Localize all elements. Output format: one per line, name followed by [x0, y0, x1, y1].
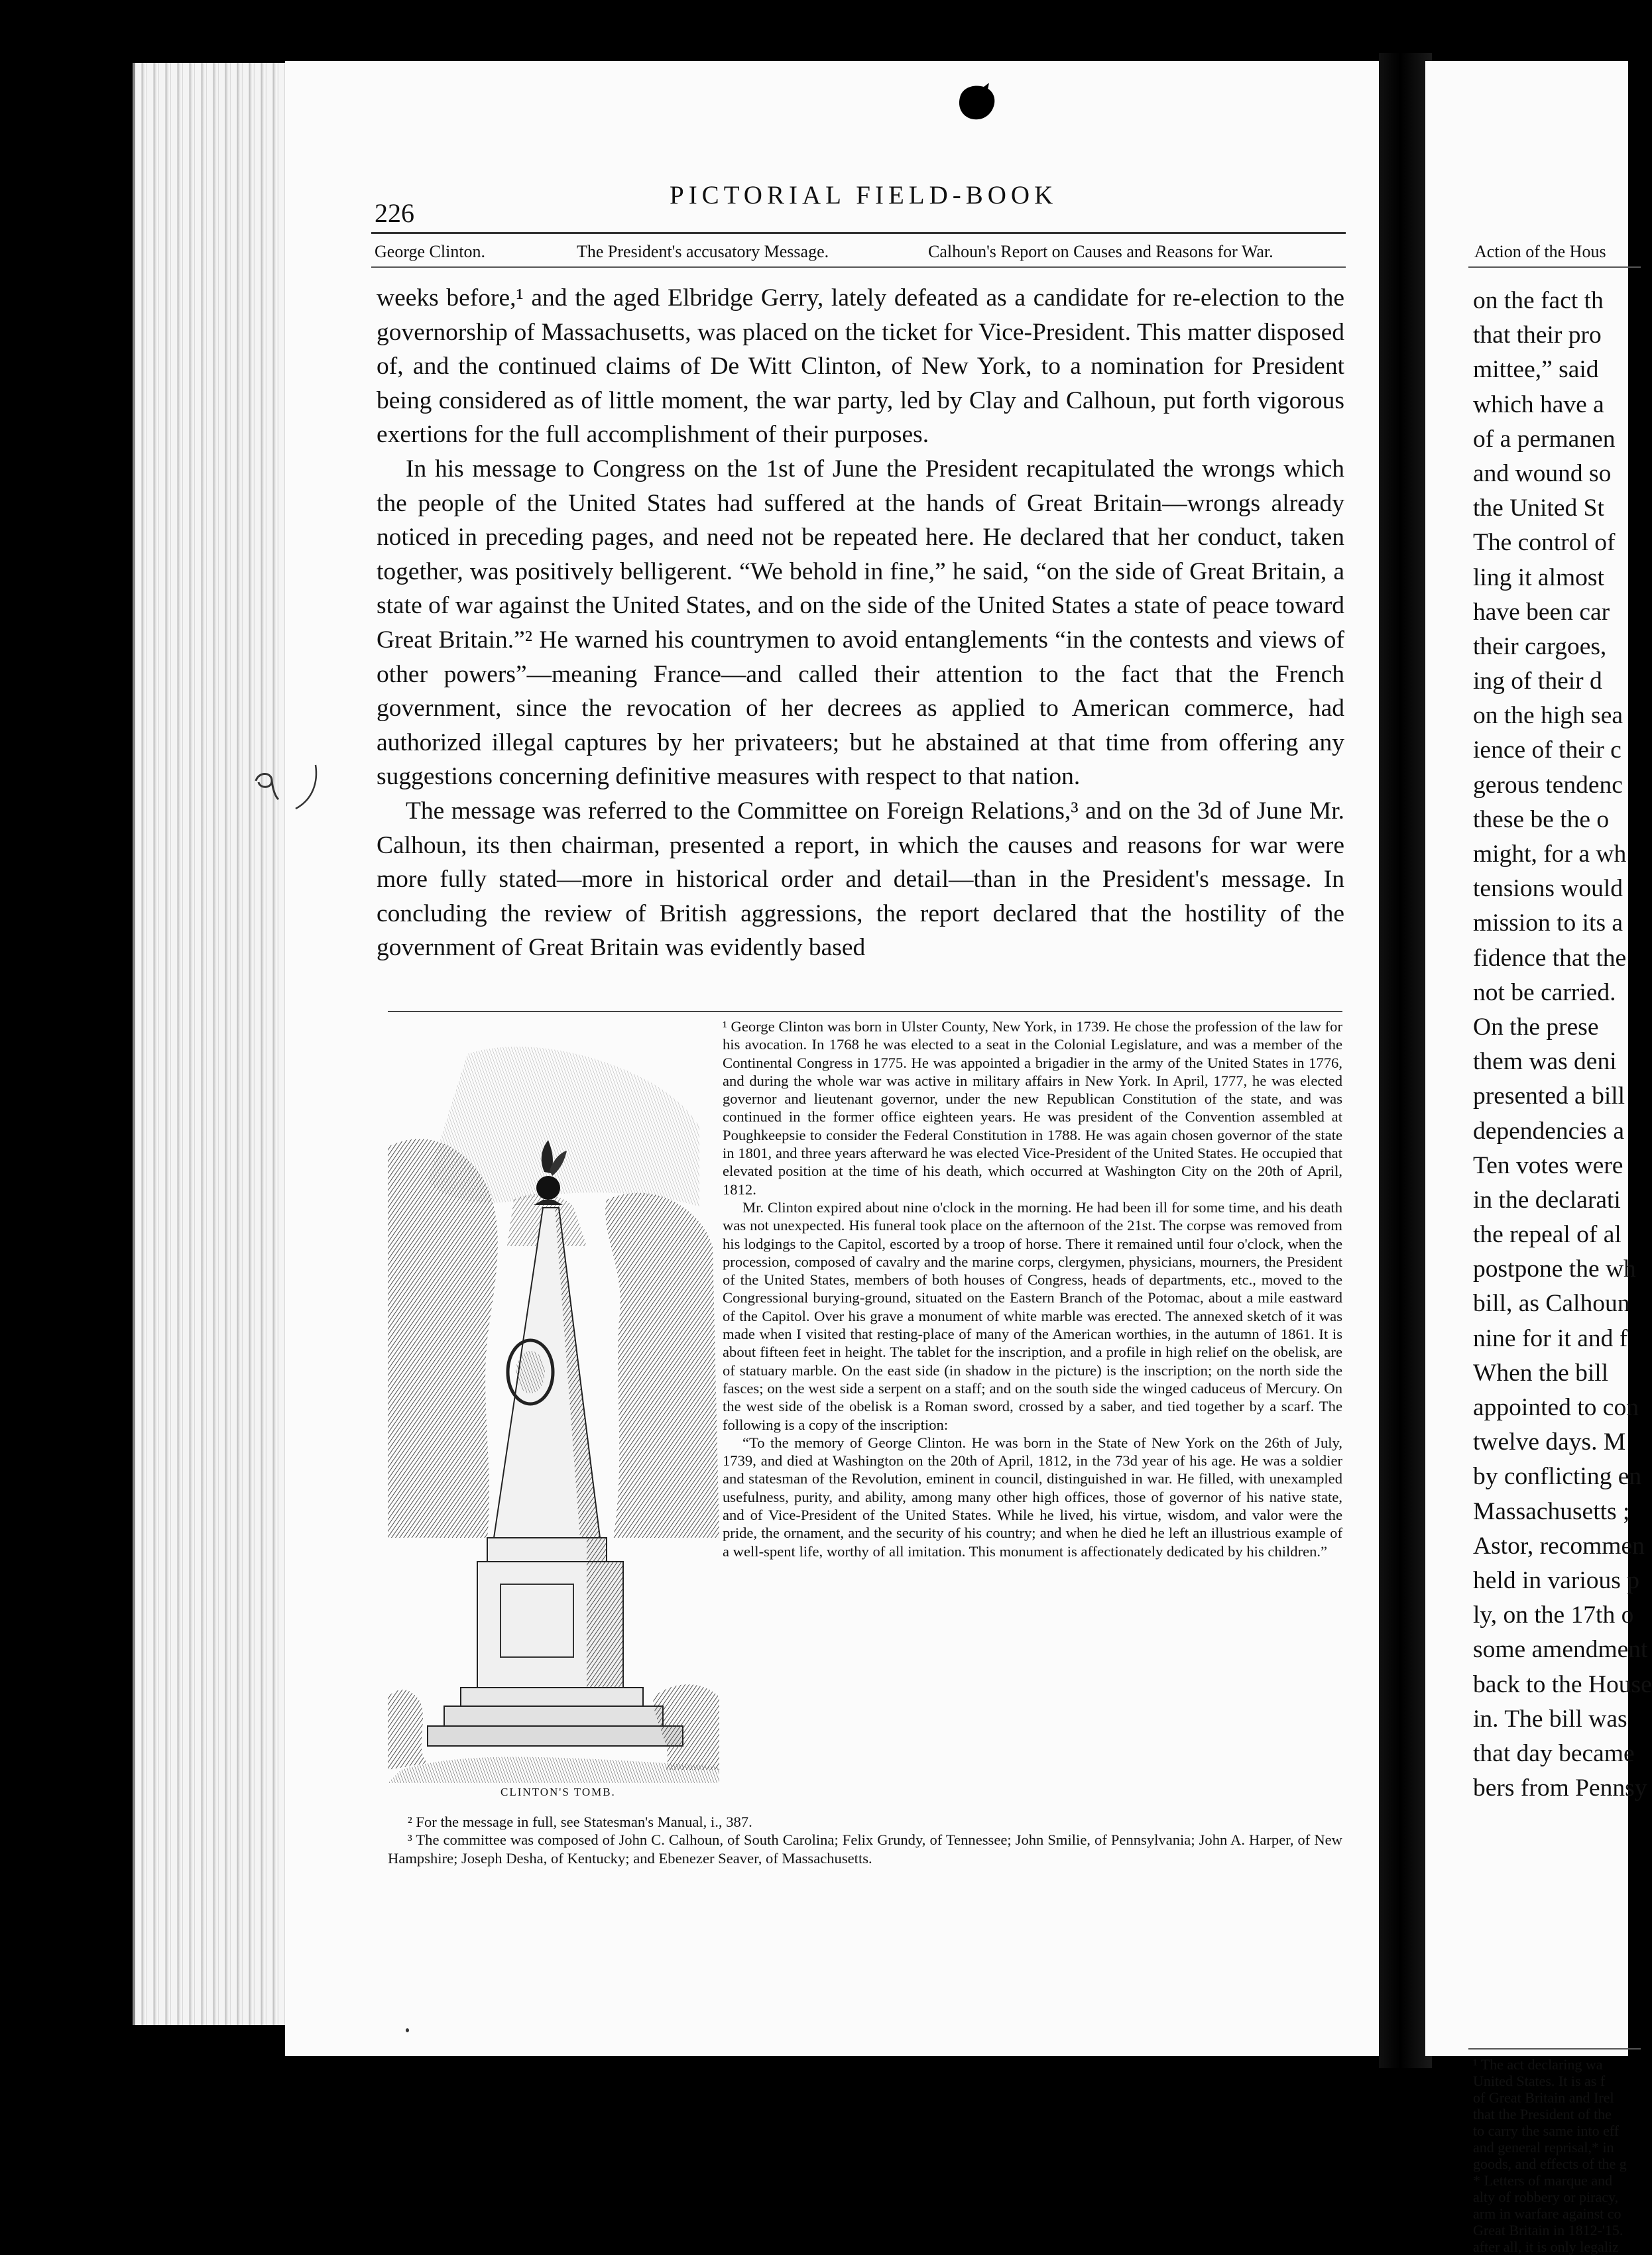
right-footnote-line: Great Britain in 1812-'15.: [1473, 2222, 1623, 2238]
right-body-line: that their pro: [1473, 321, 1602, 349]
right-body-line: mission to its a: [1473, 909, 1623, 937]
right-body-line: the repeal of al: [1473, 1221, 1622, 1249]
right-body-line: on the fact th: [1473, 287, 1604, 314]
right-body-line: When the bill: [1473, 1359, 1609, 1387]
body-paragraph: The message was referred to the Committee on Foreign Relations,³ and on the 3d of June Mr. Calhoun, its then chairman, presented a report, in which the causes and reasons for war were more fully stated—more in historical order and detail—than in the President's message. In concluding the review of British aggressions, the report declared that the hostility of the government of Great Britain was evidently based: [377, 797, 1344, 962]
right-body-line: by conflicting en: [1473, 1463, 1642, 1491]
right-footnote-line: * Letters of marque and: [1473, 2172, 1613, 2189]
right-body-line: their cargoes,: [1473, 632, 1607, 660]
right-body-line: dependencies a: [1473, 1117, 1625, 1145]
right-body-line: On the prese: [1473, 1013, 1599, 1041]
right-body-line: fidence that the: [1473, 944, 1627, 972]
right-footnote-line: to carry the same into eff: [1473, 2122, 1620, 2139]
right-footnotes: [1473, 2056, 1627, 2255]
engraving-caption: CLINTON'S TOMB.: [501, 1786, 616, 1798]
right-footnote-line: arm in warfare against co: [1473, 2205, 1622, 2222]
right-footnote-line: goods, and effects of the g: [1473, 2156, 1627, 2172]
handwritten-margin-mark: [252, 762, 325, 815]
right-body-line: presented a bill: [1473, 1082, 1625, 1110]
right-footnote-line: that the President of the: [1473, 2106, 1612, 2122]
right-footnote-line: after all, it is only legaliz: [1473, 2238, 1619, 2255]
right-body-line: have been car: [1473, 598, 1610, 626]
page-hole-mark: [955, 83, 998, 123]
footnotes-2-3: [388, 1813, 1342, 1867]
right-body-line: postpone the wh: [1473, 1255, 1636, 1283]
right-footnote-line: ¹ The act declaring wa: [1473, 2056, 1603, 2073]
right-body-line: ling it almost: [1473, 563, 1604, 591]
right-body-line: bill, as Calhoun: [1473, 1290, 1630, 1318]
footnote-paragraph: ¹ George Clinton was born in Ulster County, New York, in 1739. He chose the profession of the law for his avocation. In 1768 he was elected to a seat in the Colonial Legislature, and was a member of the Continental Congress in 1775. He was appointed a brigadier in the army of the United States in 1776, and during the whole war was active in military affairs in New York. In April, 1777, he was elected governor and lieutenant governor, under the new Republican Constitution of the state, and was continued in the former office eighteen years. He was president of the Convention assembled at Poughkeepsie to consider the Federal Constitution in 1788. He was again chosen governor of the state in 1801, and three years afterward he was elected Vice-President of the United States. He occupied that elevated position at the time of his death, which occurred at Washington City on the 20th of April, 1812.: [723, 1018, 1342, 1198]
footnote-rule: [388, 1011, 1342, 1012]
right-side-head: Action of the Hous: [1474, 242, 1606, 261]
right-body-line: might, for a wh: [1473, 840, 1627, 868]
right-body-line: of a permanen: [1473, 425, 1616, 453]
right-side-head-rule: [1468, 266, 1641, 268]
right-body-line: held in various p: [1473, 1566, 1640, 1594]
right-body-line: ing of their d: [1473, 667, 1602, 695]
right-body-line: on the high sea: [1473, 702, 1623, 730]
right-footnote-line: and general reprisal,* in: [1473, 2139, 1614, 2156]
side-head-right: Calhoun's Report on Causes and Reasons for War.: [928, 242, 1273, 261]
right-body-line: ly, on the 17th o: [1473, 1601, 1634, 1629]
right-body-line: in the declarati: [1473, 1186, 1621, 1214]
right-body-line: that day became: [1473, 1739, 1635, 1767]
body-paragraph: weeks before,¹ and the aged Elbridge Gerry, lately defeated as a candidate for re-election to the governorship of Massachusetts, was placed on the ticket for Vice-President. This matter disposed of, and the continued claims of De Witt Clinton, of New York, to a nomination for President being considered as of little moment, the war party, led by Clay and Calhoun, put forth vigorous exertions for the full accomplishment of their purposes.: [377, 284, 1344, 449]
side-head-rule: [371, 266, 1346, 268]
right-body-line: in. The bill was: [1473, 1705, 1627, 1733]
right-body-line: and wound so: [1473, 459, 1612, 487]
right-body-text: [1473, 284, 1652, 1806]
footnote-1: [723, 1017, 1342, 1560]
tomb-engraving-image: [388, 1034, 719, 1783]
right-body-line: appointed to con: [1473, 1394, 1639, 1421]
right-body-line: nine for it and f: [1473, 1324, 1628, 1352]
footnote-paragraph: Mr. Clinton expired about nine o'clock in the morning. He had been ill for some time, and his death was not unexpected. His funeral took place on the afternoon of the 21st. The corpse was removed from his lodgings to the Capitol, escorted by a troop of horse. There it remained until four o'clock, when the procession, composed of cavalry and the marine corps, clergymen, physicians, mourners, the President of the United States, members of both houses of Congress, heads of departments, etc., moved to the Congressional burying-ground, situated on the Eastern Branch of the Potomac, about a mile eastward of the Capitol. Over his grave a monument of white marble was erected. The annexed sketch of it was made when I visited that resting-place of many of the American worthies, in the autumn of 1861. It is about fifteen feet in height. The tablet for the inscription, and a profile in high relief on the obelisk, are of statuary marble. On the east side (in shadow in the picture) is the inscription; on the north side the fasces; on the west side a serpent on a staff; and on the south side the winged caduceus of Mercury. On the west side of the obelisk is a Roman sword, crossed by a saber, and tied together by a scarf. The following is a copy of the inscription:: [723, 1198, 1342, 1433]
side-head-left: George Clinton.: [375, 242, 486, 261]
body-paragraph: In his message to Congress on the 1st of June the President recapitulated the wrongs which the people of the United States had suffered at the hands of Great Britain—wrongs already noticed in preceding pages, and need not be repeated here. He declared that her conduct, taken together, was positively belligerent. “We behold in fine,” he said, “on the side of Great Britain, a state of war against the United States, and on the side of the United States a state of peace toward Great Britain.”² He warned his countrymen to avoid entanglements “in the contests and views of other powers”—meaning France—and called their attention to the fact that the French government, since the revocation of her decrees as applied to American commerce, had authorized illegal captures by her privateers; but he abstained at that time from offering any suggestions concerning definitive measures with respect to that nation.: [377, 455, 1344, 791]
page-number: 226: [375, 198, 414, 228]
right-body-line: tensions would: [1473, 875, 1623, 903]
right-body-line: the United St: [1473, 494, 1604, 522]
right-body-line: ience of their c: [1473, 736, 1622, 764]
right-body-line: twelve days. M: [1473, 1428, 1626, 1456]
right-footnote-line: United States. It is as f: [1473, 2073, 1606, 2089]
right-body-line: them was deni: [1473, 1048, 1617, 1076]
footnote-paragraph: “To the memory of George Clinton. He was born in the State of New York on the 26th of July, 1739, and died at Washington on the 20th of April, 1812, in the 73d year of his age. He was a soldier and statesman of the Revolution, eminent in council, distinguished in war. He filled, with unexampled usefulness, purity, and ability, among many other high offices, those of governor of his native state, and of Vice-President of the United States. While he lived, his virtue, wisdom, and valor were the pride, the ornament, and the security of his country; and when he died he left an illustrious example of a well-spent life, worthy of all imitation. This monument is affectionately dedicated by his children.”: [723, 1434, 1342, 1560]
book-gutter: [1379, 53, 1432, 2068]
page-speck: [406, 2028, 409, 2032]
body-text: [377, 281, 1344, 965]
right-body-line: gerous tendenc: [1473, 771, 1623, 799]
right-body-line: Astor, recommen: [1473, 1532, 1645, 1560]
right-body-line: back to the House: [1473, 1670, 1652, 1698]
side-head-center: The President's accusatory Message.: [577, 242, 829, 261]
right-body-line: bers from Pennsy: [1473, 1774, 1647, 1802]
right-body-line: these be the o: [1473, 805, 1610, 833]
running-head: PICTORIAL FIELD-BOOK: [670, 181, 1058, 209]
footnote-3: ³ The committee was composed of John C. Calhoun, of South Carolina; Felix Grundy, of Tennessee; John Smilie, of Pennsylvania; John A. Harper, of New Hampshire; Joseph Desha, of Kentucky; and Ebenezer Seaver, of Massachusetts.: [388, 1831, 1342, 1867]
right-body-line: mittee,” said: [1473, 356, 1599, 384]
right-body-line: The control of: [1473, 529, 1616, 557]
right-body-line: some amendment: [1473, 1636, 1648, 1664]
right-footnote-line: of Great Britain and Irel: [1473, 2089, 1614, 2106]
right-footnote-line: alty of robbery or piracy,: [1473, 2189, 1619, 2205]
right-body-line: Ten votes were: [1473, 1151, 1623, 1179]
book-page-edges: [133, 63, 291, 2025]
footnote-2: ² For the message in full, see Statesman's Manual, i., 387.: [408, 1814, 752, 1830]
right-body-line: not be carried.: [1473, 978, 1616, 1006]
right-body-line: which have a: [1473, 390, 1604, 418]
header-rule: [371, 232, 1346, 234]
right-footnote-rule: [1468, 2048, 1641, 2050]
right-body-line: Massachusetts ;: [1473, 1497, 1630, 1525]
